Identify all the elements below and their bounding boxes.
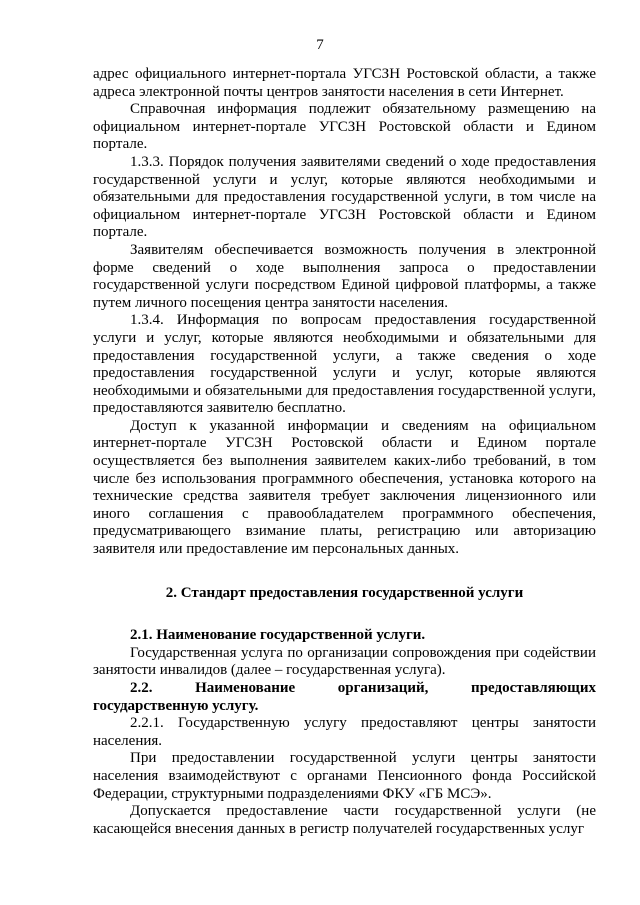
paragraph-interaction: При предоставлении государственной услуги центры занятости населения взаимодействуют с органами Пенсионного фонда Российской Федерации, структурными подразделениями ФКУ «ГБ МСЭ». xyxy=(93,750,596,802)
section-heading-standard: 2. Стандарт предоставления государственной услуги xyxy=(165,584,524,601)
paragraph-portal-address: адрес официального интернет-портала УГСЗН Ростовской области, а также адреса электронной почты центров занятости населения в сети Интернет. xyxy=(93,66,596,100)
paragraph-2-2-1: 2.2.1. Государственную услугу предоставляют центры занятости населения. xyxy=(93,715,596,749)
paragraph-reference-info: Справочная информация подлежит обязательному размещению на официальном интернет-портале УГСЗН Ростовской области и Едином портале. xyxy=(93,101,596,153)
page-number: 7 xyxy=(316,37,324,53)
paragraph-access-info: Доступ к указанной информации и сведениям на официальном интернет-портале УГСЗН Ростовской области и Едином портале осуществляется без выполнения заявителем каких-либо требований, в том числе без использования программного обеспечения, установка которого на технические средства заявителя требует заключения лицензионного или иного соглашения с правообладателем программного обеспечения, предусматривающего взимание платы, регистрацию или авторизацию заявителя или предоставление им персональных данных. xyxy=(93,417,596,558)
subsection-2-1-heading: 2.1. Наименование государственной услуги. xyxy=(130,627,426,644)
paragraph-1-3-3: 1.3.3. Порядок получения заявителями сведений о ходе предоставления государственной услуги и услуг, которые являются необходимыми и обязательными для предоставления государственной услуги, в том числе на официальном интернет-портале УГСЗН Ростовской области и Едином портале. xyxy=(93,153,596,241)
subsection-2-1-text: Государственная услуга по организации сопровождения при содействии занятости инвалидов (далее – государственная услуга). xyxy=(93,644,596,679)
paragraph-1-3-4: 1.3.4. Информация по вопросам предоставления государственной услуги и услуг, которые являются необходимыми и обязательными для предоставления государственной услуги, а также сведения о ходе предоставления государственной услуги и услуг, которые являются необходимыми и обязательными для предоставления государственной услуги, предоставляются заявителю бесплатно. xyxy=(93,312,596,417)
paragraph-partial-service: Допускается предоставление части государственной услуги (не касающейся внесения данных в регистр получателей государственных услуг xyxy=(93,803,596,837)
paragraph-electronic-info: Заявителям обеспечивается возможность получения в электронной форме сведений о ходе выполнения запроса о предоставлении государственной услуги посредством Единой цифровой платформы, а также путем личного посещения центра занятости населения. xyxy=(93,241,596,311)
subsection-2-2-heading: 2.2. Наименование организаций, предоставляющих государственную услугу. xyxy=(93,680,596,714)
document-body xyxy=(93,66,596,838)
